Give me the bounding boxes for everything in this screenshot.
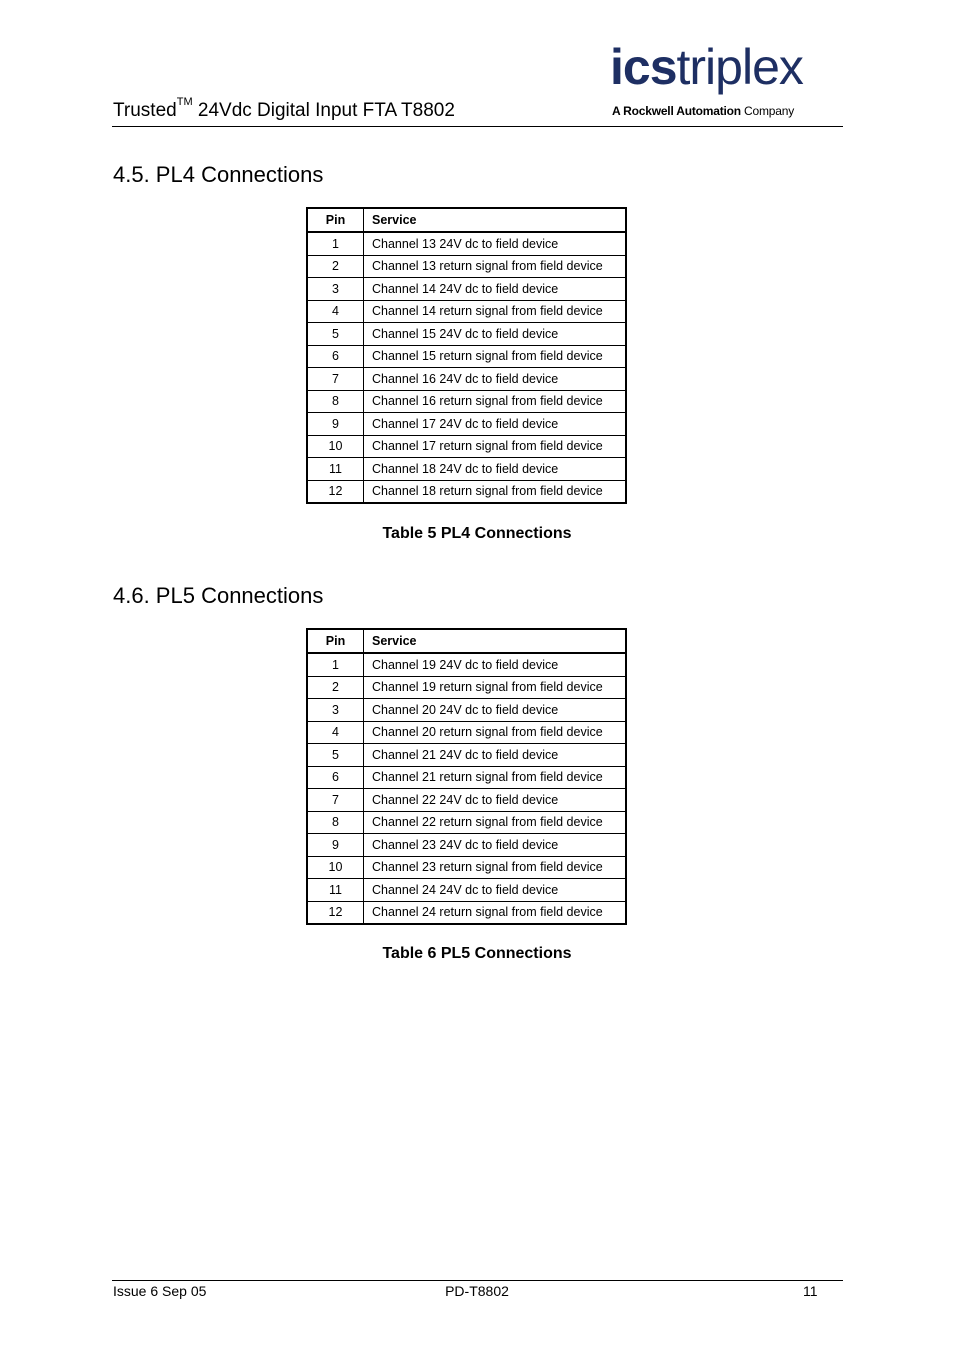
table-row bbox=[307, 345, 626, 368]
service-cell: Channel 22 24V dc to field device bbox=[364, 789, 627, 812]
table-row bbox=[307, 480, 626, 503]
column-header-service: Service bbox=[364, 208, 627, 232]
pin-cell: 9 bbox=[307, 413, 364, 436]
service-cell: Channel 17 24V dc to field device bbox=[364, 413, 627, 436]
table-row bbox=[307, 811, 626, 834]
pin-cell: 7 bbox=[307, 368, 364, 391]
ics-triplex-logo bbox=[610, 39, 803, 95]
footer-doc-id: PD-T8802 bbox=[445, 1283, 509, 1299]
service-cell: Channel 21 24V dc to field device bbox=[364, 744, 627, 767]
table-row bbox=[307, 721, 626, 744]
table-row bbox=[307, 390, 626, 413]
header-rule bbox=[112, 126, 843, 127]
pl4-table-body bbox=[307, 232, 626, 503]
pin-cell: 2 bbox=[307, 676, 364, 699]
table-caption-pl4: Table 5 PL4 Connections bbox=[382, 525, 572, 542]
pin-cell: 11 bbox=[307, 458, 364, 481]
service-cell: Channel 19 24V dc to field device bbox=[364, 653, 627, 676]
pin-cell: 9 bbox=[307, 834, 364, 857]
table-row bbox=[307, 413, 626, 436]
service-cell: Channel 18 24V dc to field device bbox=[364, 458, 627, 481]
section-heading-pl5: 4.6. PL5 Connections bbox=[113, 583, 324, 608]
table-row bbox=[307, 653, 626, 676]
table-row bbox=[307, 879, 626, 902]
footer-rule bbox=[112, 1280, 843, 1281]
table-caption-pl5: Table 6 PL5 Connections bbox=[382, 945, 572, 962]
logo-ics-text: ics bbox=[610, 39, 677, 95]
column-header-pin: Pin bbox=[307, 629, 364, 653]
service-cell: Channel 20 24V dc to field device bbox=[364, 699, 627, 722]
service-cell: Channel 16 return signal from field device bbox=[364, 390, 627, 413]
pin-cell: 1 bbox=[307, 232, 364, 255]
pin-cell: 12 bbox=[307, 901, 364, 924]
service-cell: Channel 18 return signal from field device bbox=[364, 480, 627, 503]
pin-cell: 7 bbox=[307, 789, 364, 812]
service-cell: Channel 22 return signal from field device bbox=[364, 811, 627, 834]
pin-cell: 8 bbox=[307, 390, 364, 413]
pin-cell: 1 bbox=[307, 653, 364, 676]
service-cell: Channel 15 24V dc to field device bbox=[364, 323, 627, 346]
pin-cell: 6 bbox=[307, 345, 364, 368]
table-row bbox=[307, 458, 626, 481]
table-row bbox=[307, 300, 626, 323]
service-cell: Channel 24 24V dc to field device bbox=[364, 879, 627, 902]
table-header-row bbox=[307, 208, 626, 232]
service-cell: Channel 21 return signal from field device bbox=[364, 766, 627, 789]
column-header-service: Service bbox=[364, 629, 627, 653]
table-row bbox=[307, 834, 626, 857]
table-row bbox=[307, 232, 626, 255]
pin-cell: 5 bbox=[307, 323, 364, 346]
footer-issue: Issue 6 Sep 05 bbox=[113, 1283, 207, 1299]
service-cell: Channel 14 24V dc to field device bbox=[364, 278, 627, 301]
table-row bbox=[307, 368, 626, 391]
service-cell: Channel 24 return signal from field device bbox=[364, 901, 627, 924]
pin-cell: 4 bbox=[307, 300, 364, 323]
service-cell: Channel 23 24V dc to field device bbox=[364, 834, 627, 857]
column-header-pin: Pin bbox=[307, 208, 364, 232]
table-row bbox=[307, 676, 626, 699]
pin-cell: 12 bbox=[307, 480, 364, 503]
logo-tagline-bold: A Rockwell Automation bbox=[612, 104, 741, 118]
service-cell: Channel 15 return signal from field device bbox=[364, 345, 627, 368]
pin-cell: 3 bbox=[307, 699, 364, 722]
service-cell: Channel 14 return signal from field device bbox=[364, 300, 627, 323]
service-cell: Channel 13 return signal from field device bbox=[364, 255, 627, 278]
pin-cell: 6 bbox=[307, 766, 364, 789]
title-suffix: 24Vdc Digital Input FTA T8802 bbox=[192, 100, 455, 121]
service-cell: Channel 20 return signal from field device bbox=[364, 721, 627, 744]
pin-cell: 5 bbox=[307, 744, 364, 767]
trademark-superscript: TM bbox=[176, 96, 193, 108]
pin-cell: 3 bbox=[307, 278, 364, 301]
pin-cell: 10 bbox=[307, 435, 364, 458]
table-row bbox=[307, 255, 626, 278]
service-cell: Channel 17 return signal from field device bbox=[364, 435, 627, 458]
document-title bbox=[113, 96, 455, 122]
table-row bbox=[307, 744, 626, 767]
service-cell: Channel 19 return signal from field device bbox=[364, 676, 627, 699]
logo-triplex-text: triplex bbox=[676, 39, 803, 95]
logo-tagline-rest: Company bbox=[740, 104, 795, 118]
logo-tagline bbox=[612, 104, 794, 118]
pl4-connections-table bbox=[306, 207, 627, 504]
table-row bbox=[307, 856, 626, 879]
pl5-connections-table bbox=[306, 628, 627, 925]
pin-cell: 4 bbox=[307, 721, 364, 744]
table-header-row bbox=[307, 629, 626, 653]
pin-cell: 8 bbox=[307, 811, 364, 834]
service-cell: Channel 13 24V dc to field device bbox=[364, 232, 627, 255]
table-row bbox=[307, 323, 626, 346]
service-cell: Channel 16 24V dc to field device bbox=[364, 368, 627, 391]
pin-cell: 2 bbox=[307, 255, 364, 278]
table-row bbox=[307, 789, 626, 812]
section-heading-pl4: 4.5. PL4 Connections bbox=[113, 162, 324, 187]
pin-cell: 11 bbox=[307, 879, 364, 902]
table-row bbox=[307, 766, 626, 789]
title-prefix: Trusted bbox=[113, 100, 177, 121]
service-cell: Channel 23 return signal from field device bbox=[364, 856, 627, 879]
table-row bbox=[307, 435, 626, 458]
pl5-table-body bbox=[307, 653, 626, 924]
footer-page-number: 11 bbox=[803, 1283, 818, 1299]
table-row bbox=[307, 901, 626, 924]
pin-cell: 10 bbox=[307, 856, 364, 879]
table-row bbox=[307, 278, 626, 301]
table-row bbox=[307, 699, 626, 722]
